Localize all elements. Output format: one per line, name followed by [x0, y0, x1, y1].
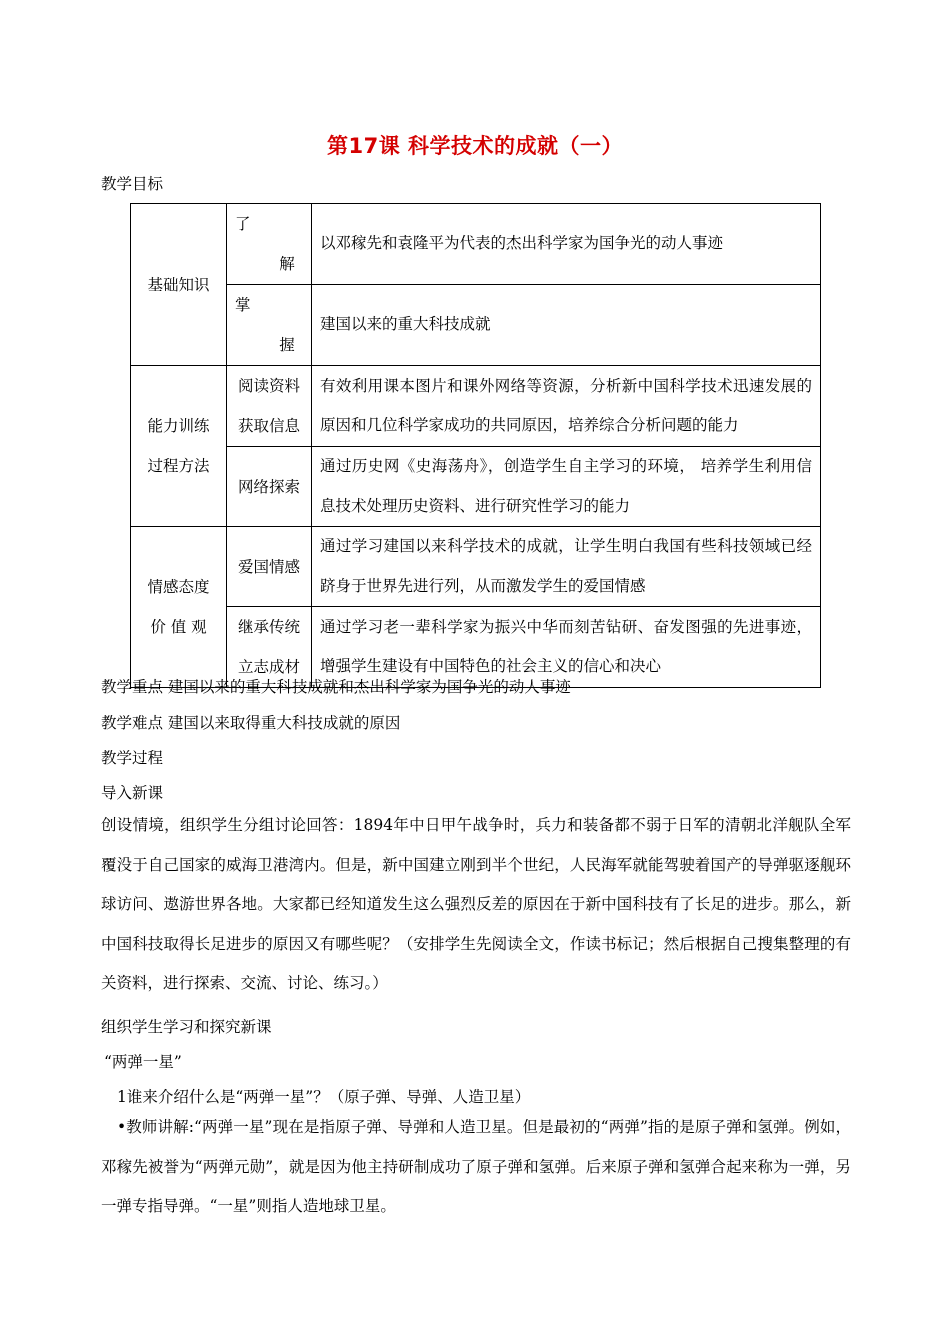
category-ability: 能力训练 过程方法: [131, 366, 227, 527]
objective-text-patriotism: 通过学习建国以来科学技术的成就，让学生明白我国有些科技领域已经跻身于世界先进行列，从而激发学生的爱国情感: [312, 527, 821, 607]
difficulties: 教学难点 建国以来取得重大科技成就的原因: [101, 714, 401, 732]
subcategory-patriotism: 爱国情感: [227, 527, 312, 607]
objective-text-know: 以邓稼先和袁隆平为代表的杰出科学家为国争光的动人事迹: [312, 204, 821, 285]
subcategory-reading: 阅读资料 获取信息: [227, 366, 312, 447]
category-basic-knowledge: 基础知识: [131, 204, 227, 366]
intro-heading: 导入新课: [101, 784, 164, 802]
objective-text-inherit: 通过学习老一辈科学家为振兴中华而刻苦钻研、奋发图强的先进事迹，增强学生建设有中国特色的社会主义的信心和决心: [312, 607, 821, 688]
objective-text-master: 建国以来的重大科技成就: [312, 285, 821, 366]
intro-paragraph: 创设情境，组织学生分组讨论回答：1894年中日甲午战争时，兵力和装备都不弱于日军的清朝北洋舰队全军覆没于自己国家的威海卫港湾内。但是，新中国建立刚到半个世纪，人民海军就能驾驶着国产的导弹驱逐舰环球访问、遨游世界各地。大家都已经知道发生这么强烈反差的原因在于新中国科技有了长足的进步。那么，新中国科技取得长足进步的原因又有哪些呢？（安排学生先阅读全文，作读书标记；然后根据自己搜集整理的有关资料，进行探索、交流、讨论、练习。）: [101, 816, 851, 992]
study-heading: 组织学生学习和探究新课: [101, 1018, 272, 1036]
section-heading: “两弹一星”: [104, 1053, 182, 1071]
subcategory-master: 掌 握: [227, 285, 312, 366]
subcategory-know: 了 解: [227, 204, 312, 285]
teacher-paragraph: •教师讲解:“两弹一星”现在是指原子弹、导弹和人造卫星。但是最初的“两弹”指的是原子弹和氢弹。例如，邓稼先被誉为“两弹元勋”，就是因为他主持研制成功了原子弹和氢弹。后来原子弹和氢弹合起来称为一弹，另一弹专指导弹。“一星”则指人造地球卫星。: [101, 1118, 851, 1215]
subcategory-inherit: 继承传统 立志成材: [227, 607, 312, 688]
objective-text-network: 通过历史网《史海荡舟》，创造学生自主学习的环境， 培养学生利用信息技术处理历史资料、进行研究性学习的能力: [312, 447, 821, 527]
category-emotion: 情感态度 价 值 观: [131, 527, 227, 688]
process-heading: 教学过程: [101, 749, 164, 767]
question-line: 1谁来介绍什么是“两弹一星”？（原子弹、导弹、人造卫星）: [117, 1088, 531, 1106]
subcategory-network: 网络探索: [227, 447, 312, 527]
objective-text-reading: 有效利用课本图片和课外网络等资源，分析新中国科学技术迅速发展的原因和几位科学家成功的共同原因，培养综合分析问题的能力: [312, 366, 821, 447]
objectives-table: [130, 203, 821, 688]
key-points: 教学重点 建国以来的重大科技成就和杰出科学家为国争光的动人事迹: [101, 678, 571, 696]
page-title: 第17课 科学技术的成就（一）: [326, 134, 624, 158]
objectives-heading: 教学目标: [101, 175, 164, 193]
